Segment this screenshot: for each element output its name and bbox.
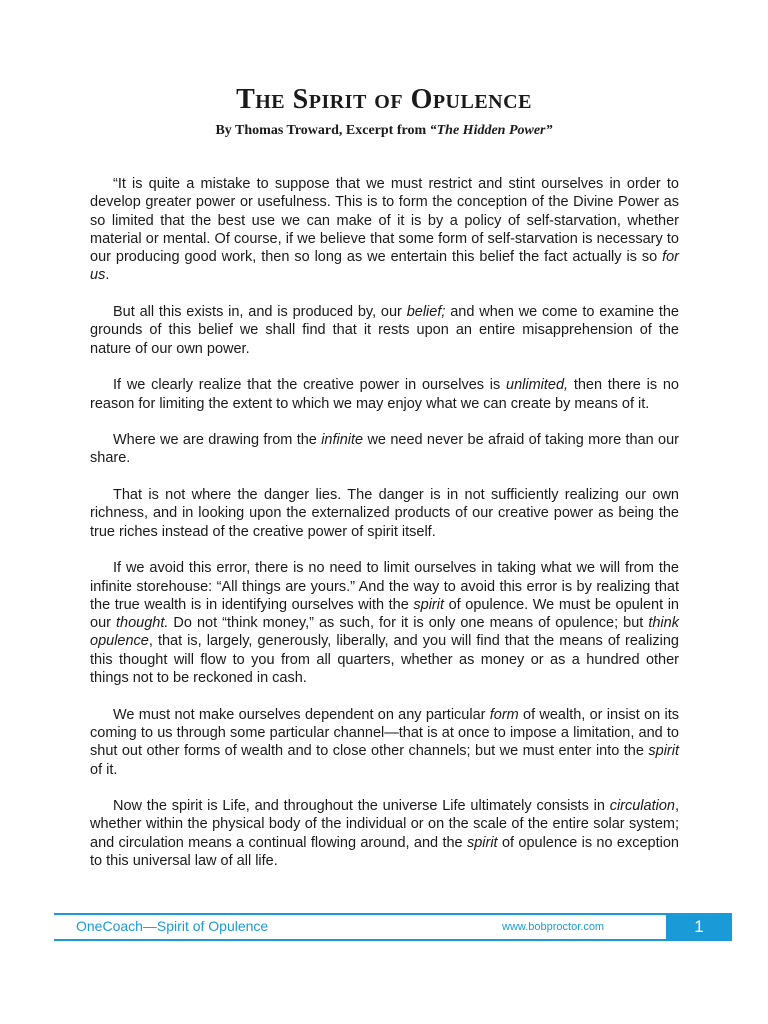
paragraph-text: That is not where the danger lies. The danger is in not sufficiently realizing our own richness, and in looking upon the externalized products of our creative power as being the true riches instead of the creative power of spirit itself.	[90, 487, 679, 540]
paragraph-text: and when we come to examine the grounds of this belief we shall find that it rests upon an entire misapprehension of the nature of our own power.	[90, 304, 680, 357]
body-paragraph	[90, 486, 679, 541]
paragraph-text: If we avoid this error, there is no need to limit ourselves in taking what we will from the infinite storehouse: “All things are yours.” And the way to avoid this error is by realizing that the true wealth is in identifying ourselves with the	[90, 560, 679, 613]
paragraph-text: Where we are drawing from the	[113, 432, 322, 449]
body-paragraph	[90, 175, 679, 285]
paragraph-text: , whether within the physical body of the individual or on the scale of the entire solar system; and circulation means a continual flowing around, and the	[90, 798, 679, 851]
byline-prefix: By Thomas Troward, Excerpt from	[215, 123, 430, 138]
paragraph-text: of wealth, or insist on its coming to us through some particular channel—that is at once to impose a limitation, and to shut out other forms of wealth and to close other channels; but we must enter into the	[90, 706, 679, 760]
paragraph-text: If we clearly realize that the creative power in ourselves is	[113, 377, 506, 394]
paragraph-text: , that is, largely, generously, liberally, and you will find that the means of realizing this thought will flow to you from all quarters, whether as money or as a hundred other things not to be reckoned in cash.	[90, 633, 679, 687]
body-paragraph	[90, 376, 679, 413]
body-paragraph	[90, 559, 679, 687]
emphasis-text: spirit	[466, 834, 498, 851]
emphasis-text: form	[489, 706, 519, 723]
paragraph-text: then there is no reason for limiting the extent to which we may enjoy what we can create by means of it.	[90, 377, 679, 412]
emphasis-text: circulation	[609, 798, 675, 815]
byline	[0, 123, 768, 139]
byline-work-title: “The Hidden Power”	[429, 123, 553, 138]
emphasis-text: infinite	[321, 432, 364, 449]
body-paragraph	[90, 431, 679, 468]
paragraph-text: Do not “think money,” as such, for it is only one means of opulence; but	[168, 615, 649, 632]
emphasis-text: think opulence	[90, 615, 679, 650]
emphasis-text: unlimited,	[506, 377, 569, 394]
paragraph-text: Now the spirit is Life, and throughout the universe Life ultimately consists in	[113, 798, 610, 815]
paragraph-text: we need never be afraid of taking more than our share.	[90, 432, 679, 467]
paragraph-text: “It is quite a mistake to suppose that we must restrict and stint ourselves in order to develop greater power or usefulness. This is to form the conception of the Divine Power as so limited that the best use we can make of it is by a policy of self-starvation, whether material or mental. Of course, if we believe that some form of self-starvation is necessary to our producing good work, then so long as we entertain this belief the fact actually is so	[90, 176, 679, 266]
paragraph-text: .	[105, 267, 110, 284]
body-paragraph	[90, 706, 679, 779]
paragraph-text: But all this exists in, and is produced by, our	[113, 304, 407, 321]
emphasis-text: for us	[90, 249, 679, 284]
page-number: 1	[666, 913, 732, 941]
emphasis-text: spirit	[648, 743, 679, 760]
page-title: The Spirit of Opulence	[236, 84, 532, 115]
footer-url[interactable]: www.bobproctor.com	[502, 921, 605, 933]
emphasis-text: spirit	[413, 596, 445, 613]
body-paragraph	[90, 797, 679, 870]
body-paragraph	[90, 303, 679, 358]
emphasis-text: thought.	[115, 615, 169, 632]
emphasis-text: belief;	[406, 304, 446, 321]
body-text	[90, 175, 679, 889]
paragraph-text: of it.	[90, 761, 118, 778]
footer-bar	[54, 913, 730, 941]
paragraph-text: of opulence. We must be opulent in our	[90, 596, 679, 632]
footer-title: OneCoach—Spirit of Opulence	[76, 918, 269, 934]
paragraph-text: of opulence is no exception to this universal law of all life.	[90, 834, 679, 869]
paragraph-text: We must not make ourselves dependent on any particular	[113, 706, 490, 723]
